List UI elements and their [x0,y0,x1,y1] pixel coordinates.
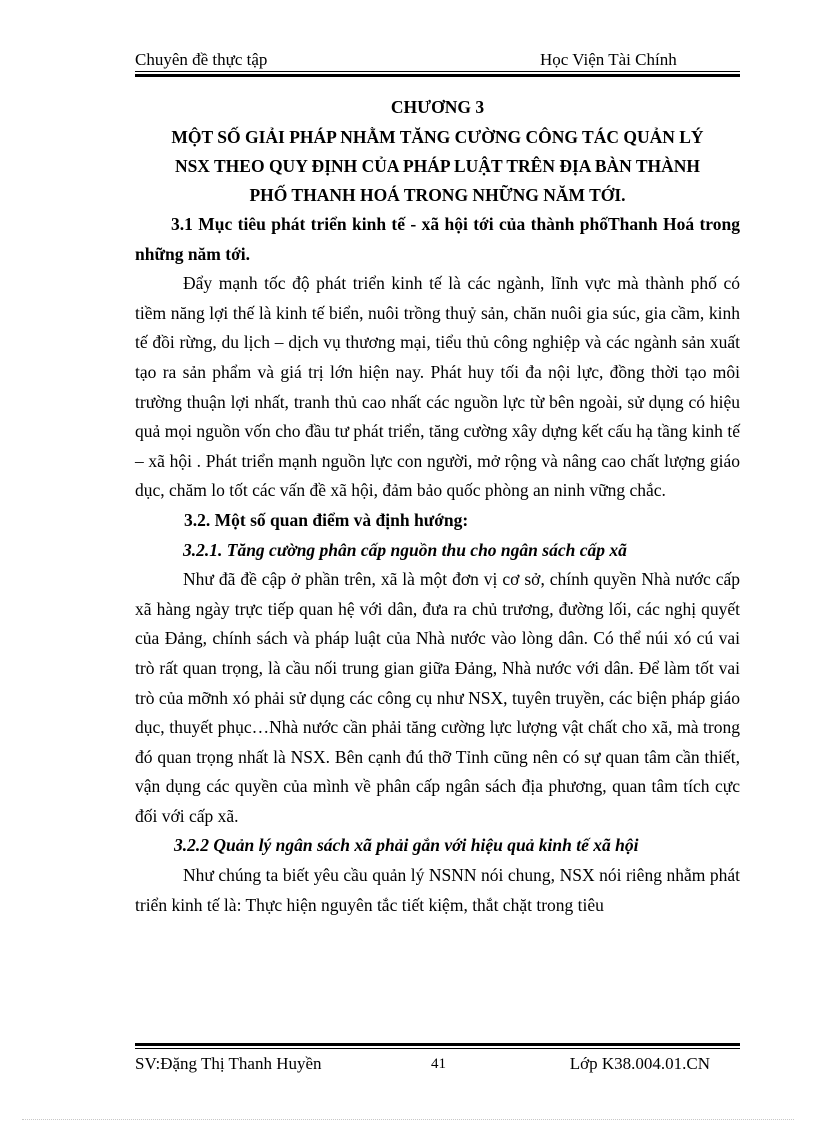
page-body [135,93,740,920]
section-3-2-2-paragraph: Như chúng ta biết yêu cầu quản lý NSNN nói chung, NSX nói riêng nhằm phát triển kinh tế là: Thực hiện nguyên tắc tiết kiệm, thắt chặt trong tiêu [135,865,740,915]
page-header [135,49,740,71]
footer-page-number: 41 [431,1056,446,1072]
footer-class-code: Lớp K38.004.01.CN [569,1054,710,1073]
page-footer [135,1053,740,1075]
section-3-2-heading: 3.2. Một số quan điểm và định hướng: [184,509,469,530]
chapter-title-line-1: MỘT SỐ GIẢI PHÁP NHẰM TĂNG CƯỜNG CÔNG TÁC QUẢN LÝ [171,127,704,147]
header-left: Chuyên đề thực tập [135,50,268,69]
footer-rule-thin [135,1048,740,1049]
section-3-2-1-paragraph: Như đã đề cập ở phần trên, xã là một đơn vị cơ sở, chính quyền Nhà nước cấp xã hàng ngày trực tiếp quan hệ với dân, đưa ra chủ trương, đường lối, các nghị quyết của Đảng, chính sách và pháp luật của Nhà nước vào lòng dân. Có thể núi xó cú vai trò rất quan trọng, là cầu nối trung gian giữa Đảng, Nhà nước với dân. Để làm tốt vai trò của mỡnh xó phải sử dụng các công cụ như NSX, tuyên truyền, các biện pháp giáo dục, thuyết phục…Nhà nước cần phải tăng cường lực lượng vật chất cho xã, mà trong đó quan trọng nhất là NSX. Bên cạnh đú thỡ Tỉnh cũng nên có sự quan tâm cần thiết, vận dụng các quyền của mình về phân cấp ngân sách địa phương, quan tâm tích cực đối với cấp xã. [135,569,740,826]
chapter-title-line-3: PHỐ THANH HOÁ TRONG NHỮNG NĂM TỚI. [249,185,626,205]
chapter-title-line-2: NSX THEO QUY ĐỊNH CỦA PHÁP LUẬT TRÊN ĐỊA BÀN THÀNH [174,156,701,176]
section-3-2-1-heading: 3.2.1. Tăng cường phân cấp nguồn thu cho ngân sách cấp xã [183,539,627,560]
header-rule-thin [135,71,740,72]
section-3-1-paragraph: Đẩy mạnh tốc độ phát triển kinh tế là các ngành, lĩnh vực mà thành phố có tiềm năng lợi thế là kinh tế biển, nuôi trồng thuỷ sản, chăn nuôi gia súc, gia cầm, kinh tế đồi rừng, du lịch – dịch vụ thương mại, tiểu thủ công nghiệp và các ngành sản xuất tạo ra sản phẩm và giá trị lớn hiện nay. Phát huy tối đa nội lực, đồng thời tạo môi trường thuận lợi nhất, tranh thủ cao nhất các nguồn lực từ bên ngoài, sử dụng có hiệu quả mọi nguồn vốn cho đầu tư phát triển, tăng cường xây dựng kết cấu hạ tầng kinh tế – xã hội . Phát triển mạnh nguồn lực con người, mở rộng và nâng cao chất lượng giáo dục, chăm lo tốt các vấn đề xã hội, đảm bảo quốc phòng an ninh vững chắc. [135,273,740,501]
header-right: Học Viện Tài Chính [540,50,677,69]
footer-rule-thick [135,1043,740,1046]
page-bottom-dotted-line [22,1119,794,1120]
section-3-1-heading: 3.1 Mục tiêu phát triển kinh tế - xã hội tới của thành phốThanh Hoá trong những năm tới. [135,214,740,264]
footer-student-name: SV:Đặng Thị Thanh Huyền [135,1054,322,1073]
header-rule-thick [135,74,740,77]
section-3-2-2-heading: 3.2.2 Quản lý ngân sách xã phải gắn với hiệu quả kinh tế xã hội [174,835,639,856]
chapter-label: CHƯƠNG 3 [390,97,485,117]
